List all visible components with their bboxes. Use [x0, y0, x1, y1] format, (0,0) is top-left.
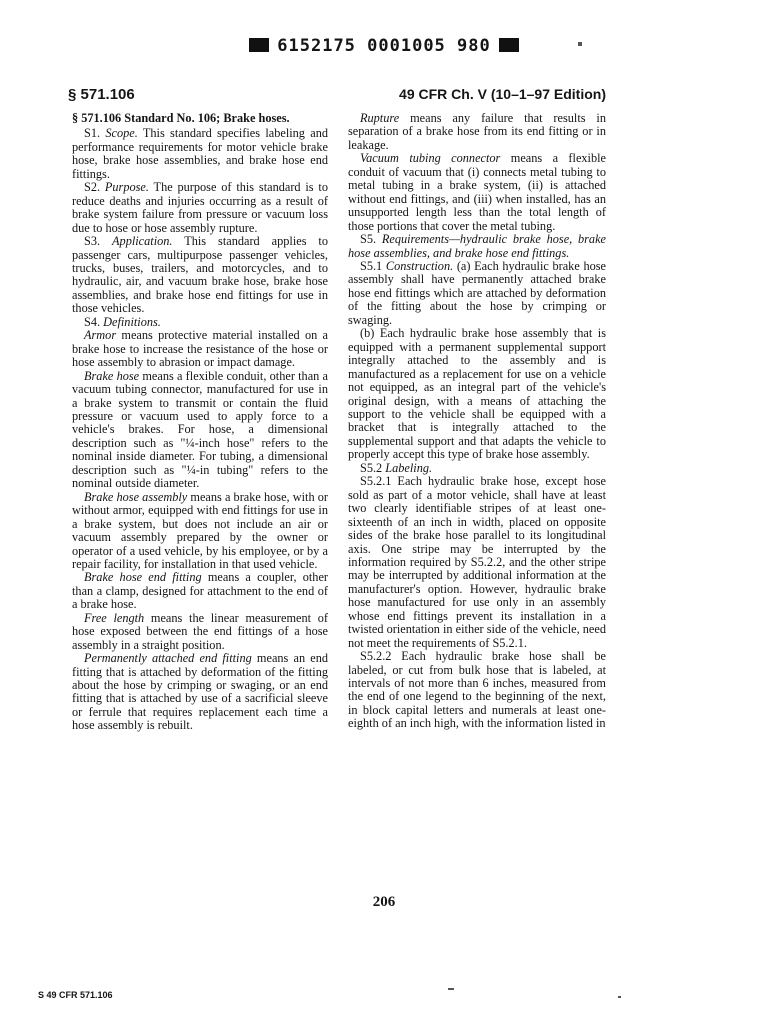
s51-text: (a) Each hydraulic brake hose assembly shall have permanently attached brake hose end fittings which are attached by deformation of the fitting about the hose by crimping or swaging. — [348, 258, 606, 327]
end-fitting-term: Brake hose end fitting — [84, 570, 202, 585]
definition-armor — [72, 329, 328, 369]
barcode-block-left — [249, 38, 269, 52]
section-title: § 571.106 Standard No. 106; Brake hoses. — [72, 111, 290, 125]
definition-brake-hose-assembly — [72, 491, 328, 572]
vacuum-term: Vacuum tubing connector — [360, 151, 501, 166]
assembly-term: Brake hose assembly — [84, 489, 188, 504]
end-fitting-text: means a coupler, other than a clamp, designed for attachment to the end of a brake hose. — [72, 570, 328, 612]
right-column — [348, 112, 606, 731]
definition-brake-hose — [72, 370, 328, 491]
s4-label: S4. — [84, 314, 104, 329]
s2-heading: Purpose. — [104, 180, 149, 195]
scan-speck — [618, 996, 621, 998]
s4-heading: Definitions. — [103, 314, 161, 329]
running-head-section: § 571.106 — [68, 86, 135, 103]
s3-heading: Application. — [112, 234, 173, 249]
paragraph-s5-1 — [348, 260, 606, 327]
definition-end-fitting — [72, 571, 328, 611]
vacuum-text: means a flexible conduit of vacuum that (i) connects metal tubing to metal tubing in a brake system, (ii) is attached without end fittings, and (iii) when installed, has an unsupported length less than the total length of those portions that cover the metal tubing. — [348, 151, 606, 233]
brake-hose-term: Brake hose — [84, 368, 140, 383]
paragraph-s5 — [348, 233, 606, 260]
free-length-text: means the linear measurement of hose exposed between the end fittings of a hose assembly in a straight position. — [72, 610, 328, 652]
running-head-source: 49 CFR Ch. V (10–1–97 Edition) — [399, 86, 606, 102]
permanent-text: means an end fitting that is attached by deformation of the fitting about the hose by crimping or swaging, or an end fitting that is attached by use of a sacrificial sleeve or ferrule that requires replacement each time a hose assembly is rebuilt. — [72, 651, 328, 733]
permanent-term: Permanently attached end fitting — [84, 651, 252, 666]
s52-heading: Labeling. — [385, 460, 433, 475]
s52-label: S5.2 — [360, 460, 386, 475]
paragraph-s5-2-2: S5.2.2 Each hydraulic brake hose shall be labeled, or cut from bulk hose that is labeled, at intervals of not more than 6 inches, measured from the end of one legend to the beginning of the next, in block capital letters and numerals at least one-eighth of an inch high, with the information listed in — [348, 649, 606, 731]
s1-label: S1. — [84, 126, 106, 141]
s2-text: The purpose of this standard is to reduce deaths and injuries occurring as a result of brake system failure from pressure or vacuum loss due to hose or hose assembly rupture. — [72, 180, 328, 235]
barcode-block-right — [499, 38, 519, 52]
s5-label: S5. — [360, 232, 382, 247]
s5-heading: Requirements—hydraulic brake hose, brake hose assemblies, and brake hose end fittings. — [348, 232, 606, 260]
paragraph-s3 — [72, 235, 328, 316]
definition-permanent-fitting — [72, 652, 328, 733]
definition-rupture — [348, 112, 606, 152]
brake-hose-text: means a flexible conduit, other than a vacuum tubing connector, manufactured for use in a brake system to transmit or contain the fluid pressure or vacuum used to apply force to a vehicle's brakes. For hose, a dimensional description such as "¼-inch hose" refers to the nominal inside diameter. For tubing, a dimensional description such as "¼-in tubing" refers to the nominal outside diameter. — [72, 368, 328, 491]
rupture-text: means any failure that results in separation of a brake hose from its end fitting or in leakage. — [348, 111, 606, 152]
armor-text: means protective material installed on a brake hose to increase the resistance of the hose or hose assembly to abrasion or impact damage. — [72, 328, 328, 370]
s51-heading: Construction. — [385, 258, 454, 273]
paragraph-s4 — [72, 316, 328, 329]
paragraph-s2 — [72, 181, 328, 235]
scan-speck — [578, 42, 582, 46]
page-number: 206 — [372, 894, 396, 910]
footer-citation: S 49 CFR 571.106 — [38, 990, 113, 1000]
s51-label: S5.1 — [360, 258, 386, 273]
assembly-text: means a brake hose, with or without armor, equipped with end fittings for use in a brake system, but does not include an air or vacuum assembly prepared by the owner or operator of a used vehicle, by his employee, or by a repair facility, for installation in that used vehicle. — [72, 489, 328, 571]
free-length-term: Free length — [84, 610, 145, 625]
scan-barcode — [0, 36, 768, 56]
s2-label: S2. — [84, 180, 105, 195]
definition-free-length — [72, 612, 328, 652]
paragraph-s5-1-b: (b) Each hydraulic brake hose assembly that is equipped with a permanent supplemental support integrally attached to the assembly and is manufactured as a replacement for use on a vehicle not equipped, as an integral part of the vehicle's original design, with a means of attaching the support to the vehicle shall be equipped with a bracket that is integrally attached to the supplemental support and that adapts the vehicle to properly accept this type of brake hose assembly. — [348, 326, 606, 462]
barcode-number: 6152175 0001005 980 — [277, 36, 491, 56]
scan-speck — [448, 988, 454, 990]
s3-label: S3. — [84, 234, 113, 249]
paragraph-s1 — [72, 127, 328, 181]
paragraph-s5-2 — [348, 462, 606, 475]
s1-text: This standard specifies labeling and performance requirements for motor vehicle brake hose, brake hose assemblies, and brake hose end fittings. — [72, 126, 329, 181]
s3-text: This standard applies to passenger cars, multipurpose passenger vehicles, trucks, buses, trailers, and motorcycles, and to hydraulic, air, and vacuum brake hose, brake hose assemblies, and brake hose end fittings for use in those vehicles. — [72, 234, 329, 316]
left-column — [72, 112, 328, 733]
armor-term: Armor — [84, 328, 117, 343]
s1-heading: Scope. — [105, 126, 138, 141]
definition-vacuum-connector — [348, 152, 606, 233]
rupture-term: Rupture — [360, 111, 400, 125]
paragraph-s5-2-1: S5.2.1 Each hydraulic brake hose, except hose sold as part of a motor vehicle, shall have at least two clearly identifiable stripes of at least one-sixteenth of an inch in width, placed on opposite sides of the brake hose parallel to its longitudinal axis. One stripe may be interrupted by the information required by S5.2.2, and the other stripe may be interrupted by additional information at the manufacturer's option. However, hydraulic brake hose manufactured for use only in an assembly whose end fittings prevent its installation in a twisted orientation in either side of the vehicle, need not meet the requirements of S5.2.1. — [348, 474, 606, 650]
